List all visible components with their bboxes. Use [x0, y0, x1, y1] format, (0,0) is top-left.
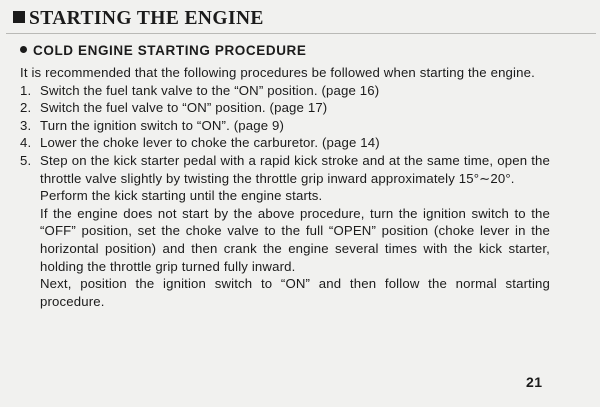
step-3: [20, 117, 550, 135]
step-5: [20, 152, 550, 310]
subsection-title-text: COLD ENGINE STARTING PROCEDURE: [33, 43, 307, 58]
step-1: [20, 82, 550, 100]
step-number: 3.: [20, 117, 32, 133]
procedure-body: [20, 64, 550, 310]
step-paragraph: Step on the kick starter pedal with a rapid kick stroke and at the same time, open the throttle valve slightly by twisting the throttle grip inward approximately 15°∼20°.: [40, 152, 550, 186]
title-divider: [6, 33, 596, 34]
step-number: 4.: [20, 135, 32, 151]
step-text: Switch the fuel valve to “ON” position. (page 17): [40, 100, 328, 116]
subsection-title: [20, 42, 307, 60]
step-number: 1.: [20, 82, 32, 98]
section-title-text: STARTING THE ENGINE: [29, 8, 264, 29]
intro-paragraph: It is recommended that the following procedures be followed when starting the engine.: [20, 65, 535, 80]
step-text: Switch the fuel tank valve to the “ON” position. (page 16): [40, 82, 380, 98]
round-bullet-icon: [20, 46, 27, 53]
page-number: 21: [526, 374, 543, 390]
section-title: [13, 8, 264, 30]
step-text: Lower the choke lever to choke the carburetor. (page 14): [40, 135, 380, 151]
square-bullet-icon: [13, 11, 25, 23]
step-paragraph: If the engine does not start by the above procedure, turn the ignition switch to the “OFF” position, set the choke valve to the full “OPEN” position (choke lever in the horizontal position) and then crank the engine several times with the kick starter, holding the throttle grip turned fully inward.: [40, 205, 550, 274]
step-number: 2.: [20, 100, 32, 116]
step-number: 5.: [20, 152, 32, 168]
step-paragraph: Next, position the ignition switch to “ON” and then follow the normal starting procedure.: [40, 276, 550, 309]
step-4: [20, 134, 550, 152]
step-2: [20, 99, 550, 117]
step-paragraph: Perform the kick starting until the engine starts.: [40, 188, 323, 204]
steps-list: [20, 82, 550, 311]
step-text: Turn the ignition switch to “ON”. (page 9): [40, 117, 285, 133]
